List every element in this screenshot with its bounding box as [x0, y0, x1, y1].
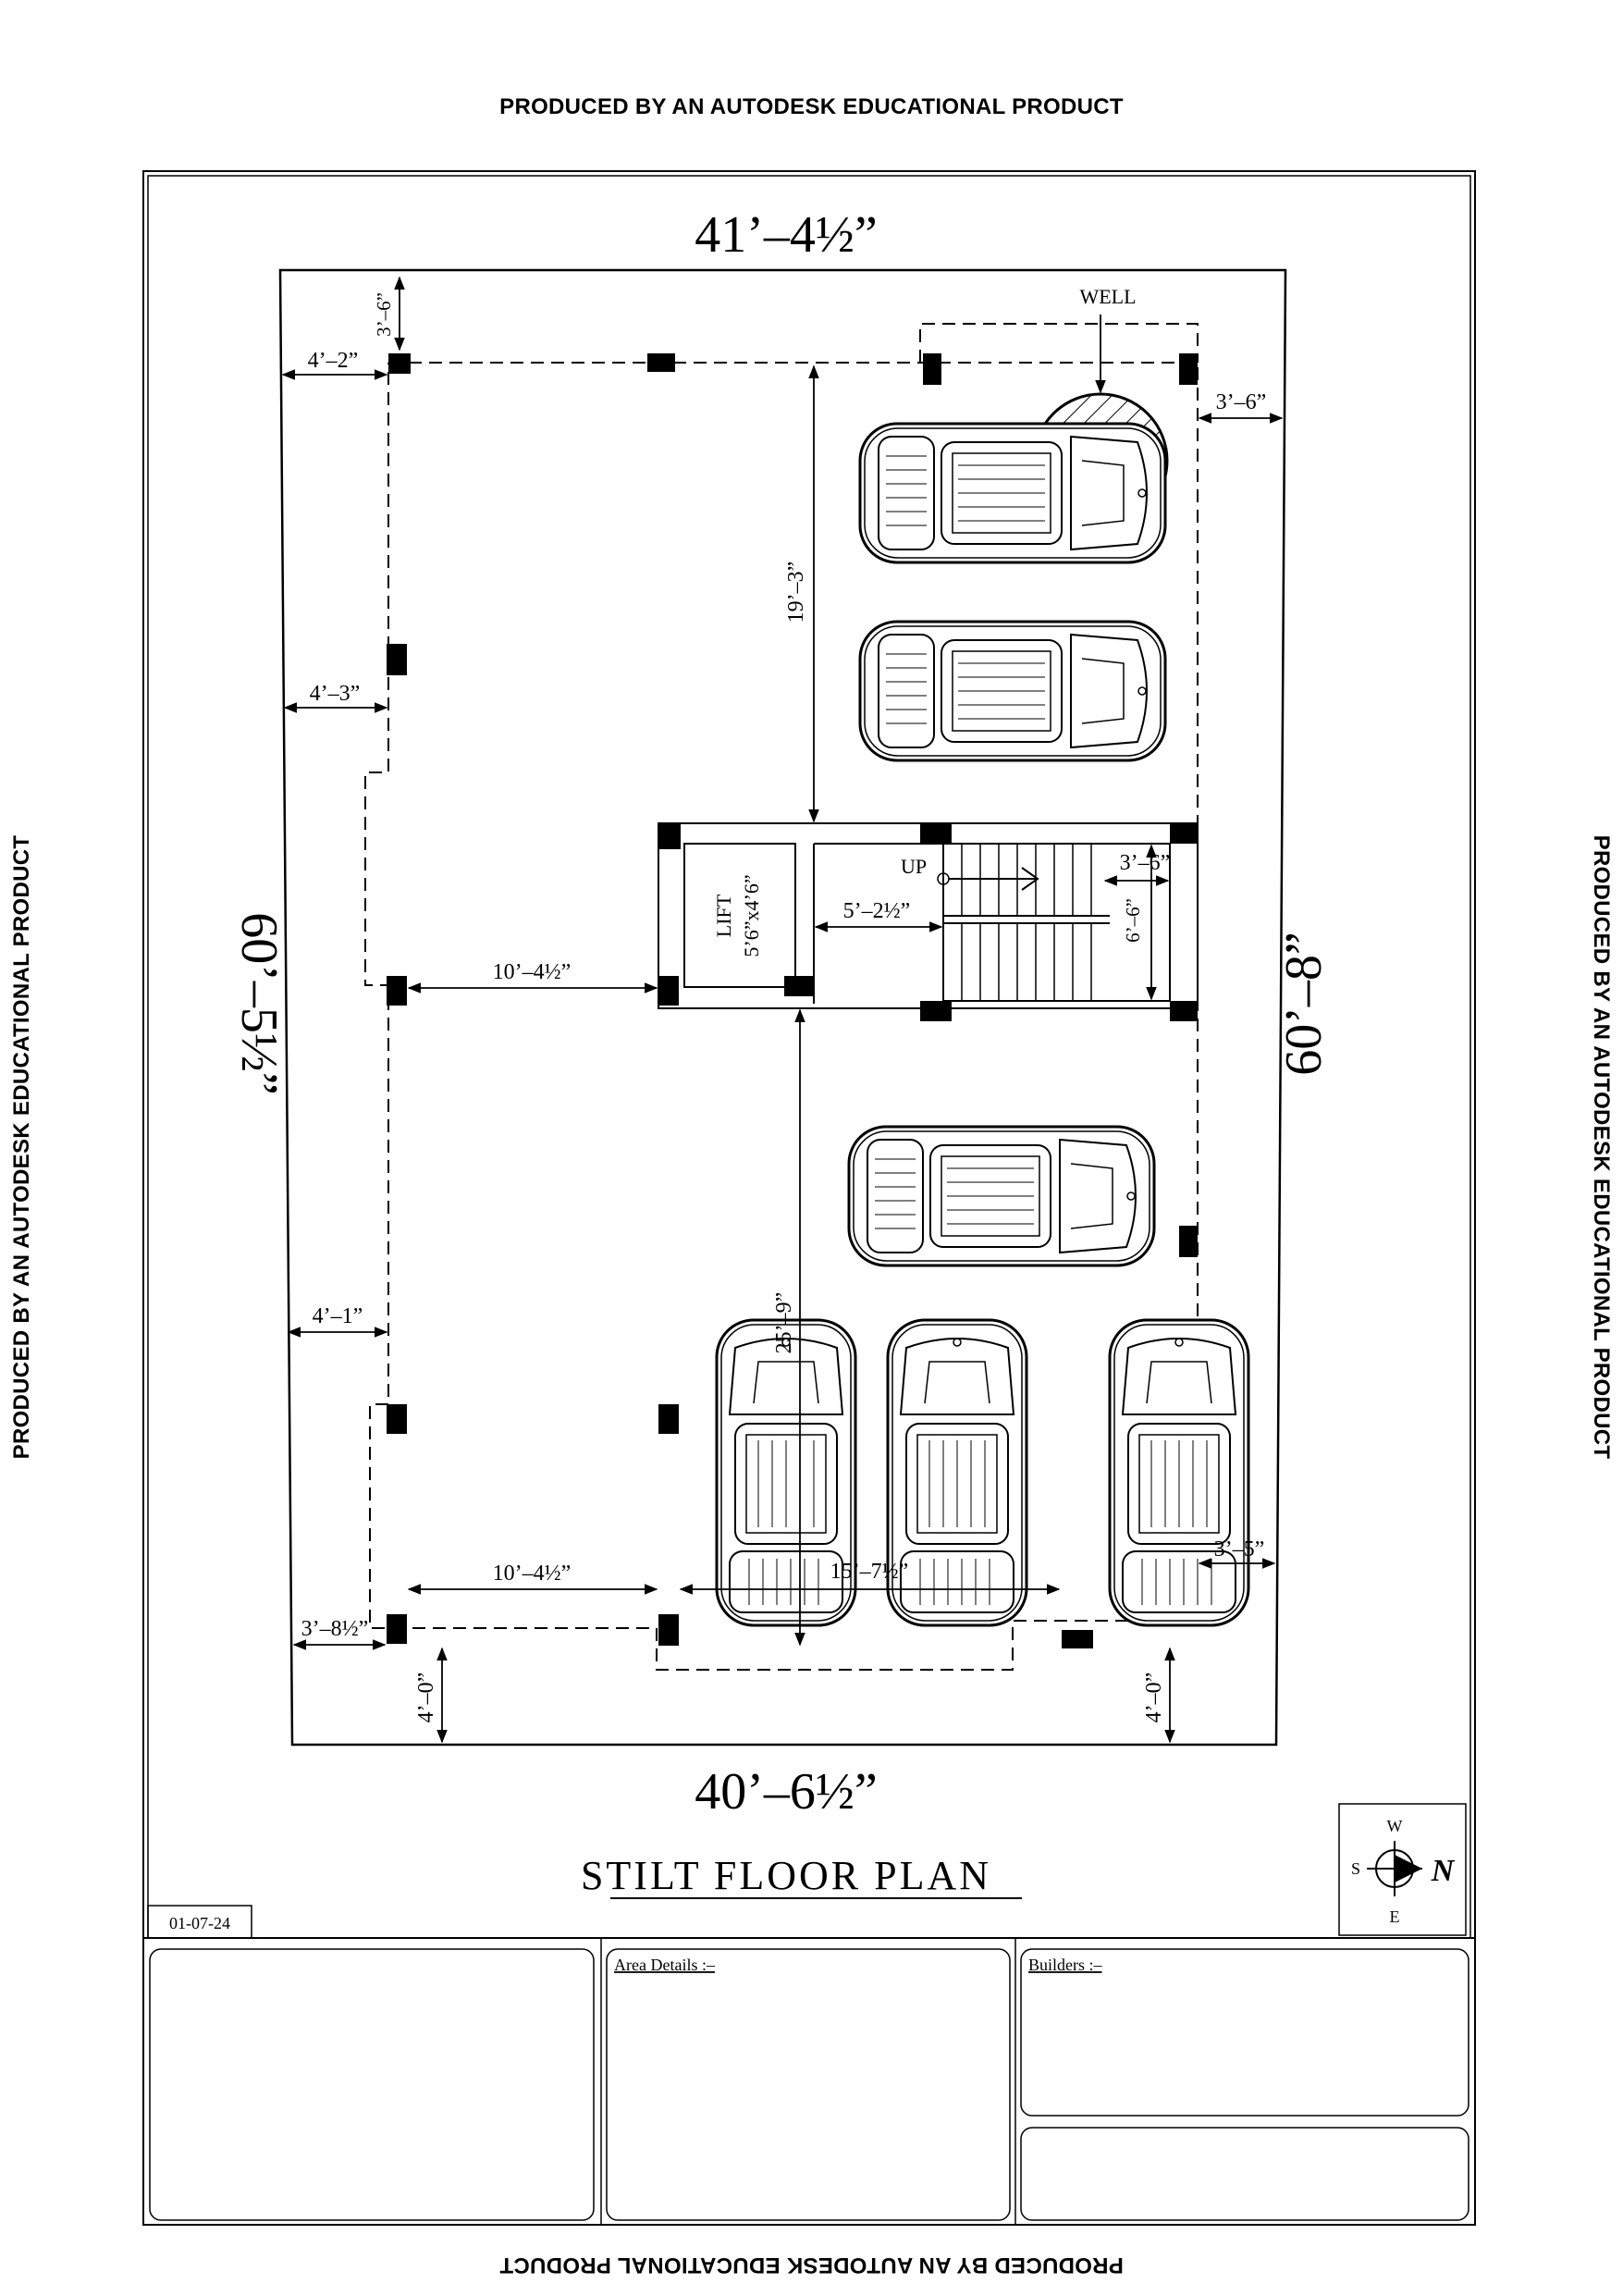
sheet-border-inner — [148, 176, 1470, 1938]
panel-builders — [1021, 1949, 1469, 2116]
dim-4-2: 4’–2” — [307, 349, 359, 373]
dim-10-4-low: 10’–4½” — [492, 1562, 572, 1586]
sheet-border-outer — [143, 171, 1475, 2225]
lift-size-label: 5’6”x4’6” — [740, 874, 763, 957]
car-6 — [1110, 1320, 1248, 1625]
watermark-left: PRODUCED BY AN AUTODESK EDUCATIONAL PRODUCT — [9, 834, 34, 1460]
dim-3-6-stair: 3’–6” — [1119, 851, 1171, 875]
stair-up-label: UP — [900, 855, 928, 878]
dim-5-2: 5’–2½” — [842, 899, 911, 923]
overall-dim-top: 41’–4½” — [695, 206, 878, 264]
dim-25-9: 25’–9” — [772, 1291, 796, 1354]
car-1 — [860, 424, 1165, 562]
watermark-right: PRODUCED BY AN AUTODESK EDUCATIONAL PRODUCT — [1589, 834, 1614, 1460]
well-area-outline — [920, 324, 1198, 363]
watermark-bottom: PRODUCED BY AN AUTODESK EDUCATIONAL PRODUCT — [499, 2253, 1124, 2277]
compass-w: W — [1386, 1817, 1403, 1835]
overall-dim-left: 60’–5½” — [230, 912, 288, 1095]
drawing-date: 01-07-24 — [169, 1914, 230, 1932]
north-compass — [1339, 1804, 1466, 1935]
dim-4-3: 4’–3” — [309, 682, 361, 706]
dim-10-4-mid: 10’–4½” — [492, 960, 572, 984]
car-5 — [888, 1320, 1027, 1625]
dim-4-0-left: 4’–0” — [414, 1672, 438, 1723]
dim-15-7: 15’–7½” — [830, 1560, 909, 1584]
well-label: WELL — [1079, 285, 1137, 308]
builders-title: Builders :– — [1028, 1956, 1102, 1974]
dim-6-6: 6’–6” — [1122, 898, 1144, 943]
plan-title: STILT FLOOR PLAN — [580, 1853, 992, 1898]
car-2 — [860, 622, 1165, 760]
panel-bottom-right — [1021, 2128, 1469, 2220]
dim-19-3: 19’–3” — [784, 561, 808, 623]
overall-dim-right: 60’–8” — [1275, 932, 1333, 1076]
overall-dim-bottom: 40’–6½” — [695, 1763, 878, 1821]
panel-area-details — [607, 1949, 1010, 2220]
compass-n: N — [1431, 1854, 1455, 1888]
dim-3-6-well: 3’–6” — [1215, 390, 1267, 414]
dim-4-1: 4’–1” — [312, 1304, 363, 1328]
watermark-top: PRODUCED BY AN AUTODESK EDUCATIONAL PRODUCT — [499, 94, 1124, 119]
car-3 — [849, 1127, 1154, 1265]
lift-label: LIFT — [712, 894, 735, 938]
compass-e: E — [1389, 1907, 1400, 1926]
area-details-title: Area Details :– — [614, 1956, 715, 1974]
dim-4-0-right: 4’–0” — [1142, 1672, 1166, 1723]
compass-s: S — [1350, 1859, 1361, 1878]
panel-left — [150, 1949, 594, 2220]
dim-3-8: 3’–8½” — [301, 1617, 369, 1641]
dim-3-5: 3’–5” — [1213, 1537, 1265, 1562]
dim-3-6-top: 3’–6” — [373, 292, 395, 337]
